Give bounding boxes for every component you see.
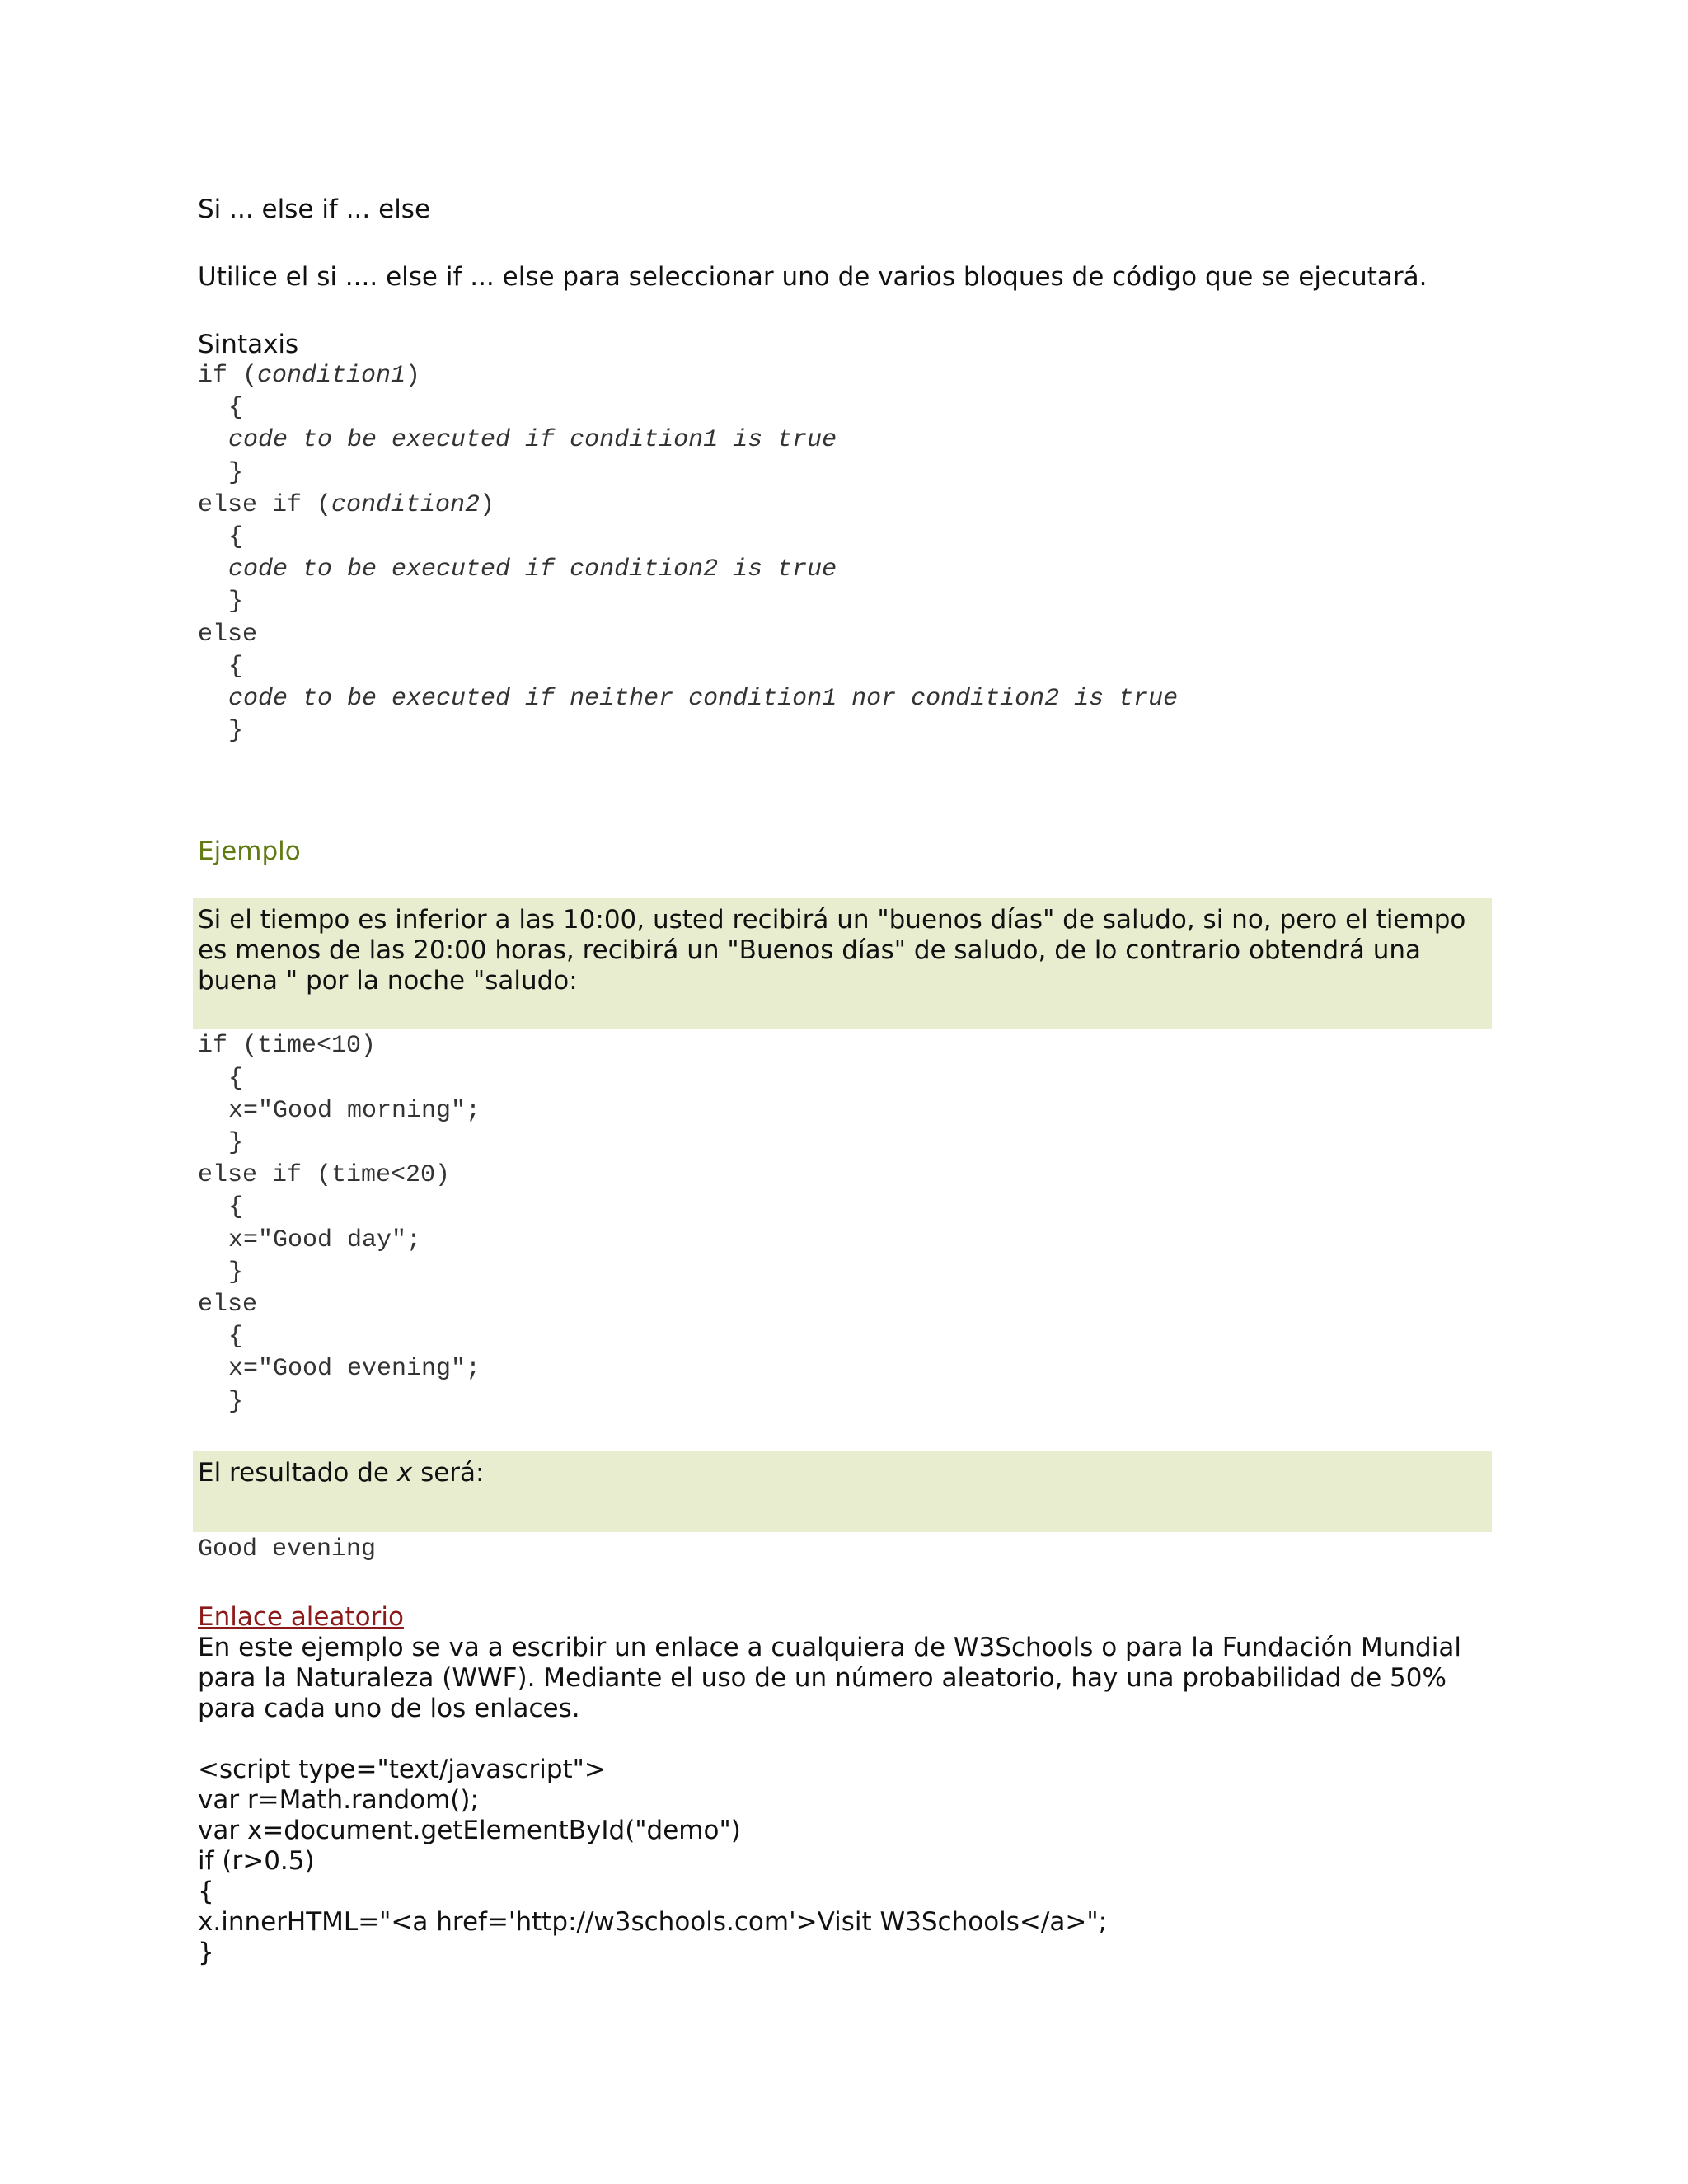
script-line: { <box>198 1877 214 1907</box>
script-line: } <box>198 1938 214 1968</box>
syntax-code-block <box>198 360 1492 748</box>
code-line: else if (time<20) <box>198 1161 451 1190</box>
section-title: Si ... else if ... else <box>198 194 431 224</box>
code-line: } <box>228 1129 244 1158</box>
result-text: El resultado de x será: <box>198 1457 485 1488</box>
script-line: x.innerHTML="<a href='http://w3schools.com'>Visit W3Schools</a>"; <box>198 1907 1108 1938</box>
code-line: { <box>228 1064 244 1093</box>
code-line: } <box>228 1387 244 1416</box>
syntax-label: Sintaxis <box>198 330 299 359</box>
section-intro: Utilice el si .... else if ... else para seleccionar uno de varios bloques de código que se ejecutará. <box>198 262 1428 292</box>
code-line: x="Good day"; <box>228 1226 422 1254</box>
example-description: Si el tiempo es inferior a las 10:00, usted recibirá un "buenos días" de saludo, si no, pero el tiempo es menos de las 20:00 horas, recibirá un "Buenos días" de saludo, de lo contrario obtendrá una buena " por la noche "saludo: <box>198 905 1466 996</box>
code-line: code to be executed if neither condition1 nor condition2 is true <box>228 685 1179 714</box>
script-line: var r=Math.random(); <box>198 1785 479 1816</box>
code-line: { <box>228 652 244 681</box>
code-line: { <box>228 394 244 423</box>
code-line: code to be executed if condition1 is true <box>228 426 837 455</box>
code-line: } <box>228 717 244 746</box>
code-line: { <box>228 1323 244 1352</box>
result-box <box>193 1451 1492 1532</box>
result-var: x <box>396 1457 413 1488</box>
document-page <box>198 194 1492 1968</box>
code-line: code to be executed if condition2 is true <box>228 555 837 584</box>
code-line: } <box>228 458 244 487</box>
example-code-block <box>198 1030 1492 1418</box>
code-line: if (condition1) <box>198 362 421 390</box>
script-line: <script type="text/javascript"> <box>198 1755 606 1785</box>
spacer <box>198 748 1492 837</box>
code-line: } <box>228 588 244 616</box>
code-line: x="Good evening"; <box>228 1355 481 1384</box>
code-line: else <box>198 620 258 649</box>
example-description-box <box>193 898 1492 1029</box>
random-link[interactable]: Enlace aleatorio <box>198 1602 404 1633</box>
code-line: } <box>228 1258 244 1286</box>
script-line: var x=document.getElementById("demo") <box>198 1816 741 1846</box>
code-line: { <box>228 1193 244 1222</box>
code-line: { <box>228 523 244 552</box>
code-line: if (time<10) <box>198 1032 377 1061</box>
script-line: if (r>0.5) <box>198 1846 315 1877</box>
result-value: Good evening <box>198 1535 377 1563</box>
code-line: else <box>198 1291 258 1319</box>
script-code-block <box>198 1755 1492 1968</box>
code-line: else if (condition2) <box>198 490 495 519</box>
code-line: x="Good morning"; <box>228 1096 481 1125</box>
example-heading: Ejemplo <box>198 837 301 867</box>
random-link-description: En este ejemplo se va a escribir un enlace a cualquiera de W3Schools o para la Fundación Mundial para la Naturaleza (WWF). Mediante el uso de un número aleatorio, hay una probabilidad de 50% para cada uno de los enlaces. <box>198 1633 1461 1724</box>
